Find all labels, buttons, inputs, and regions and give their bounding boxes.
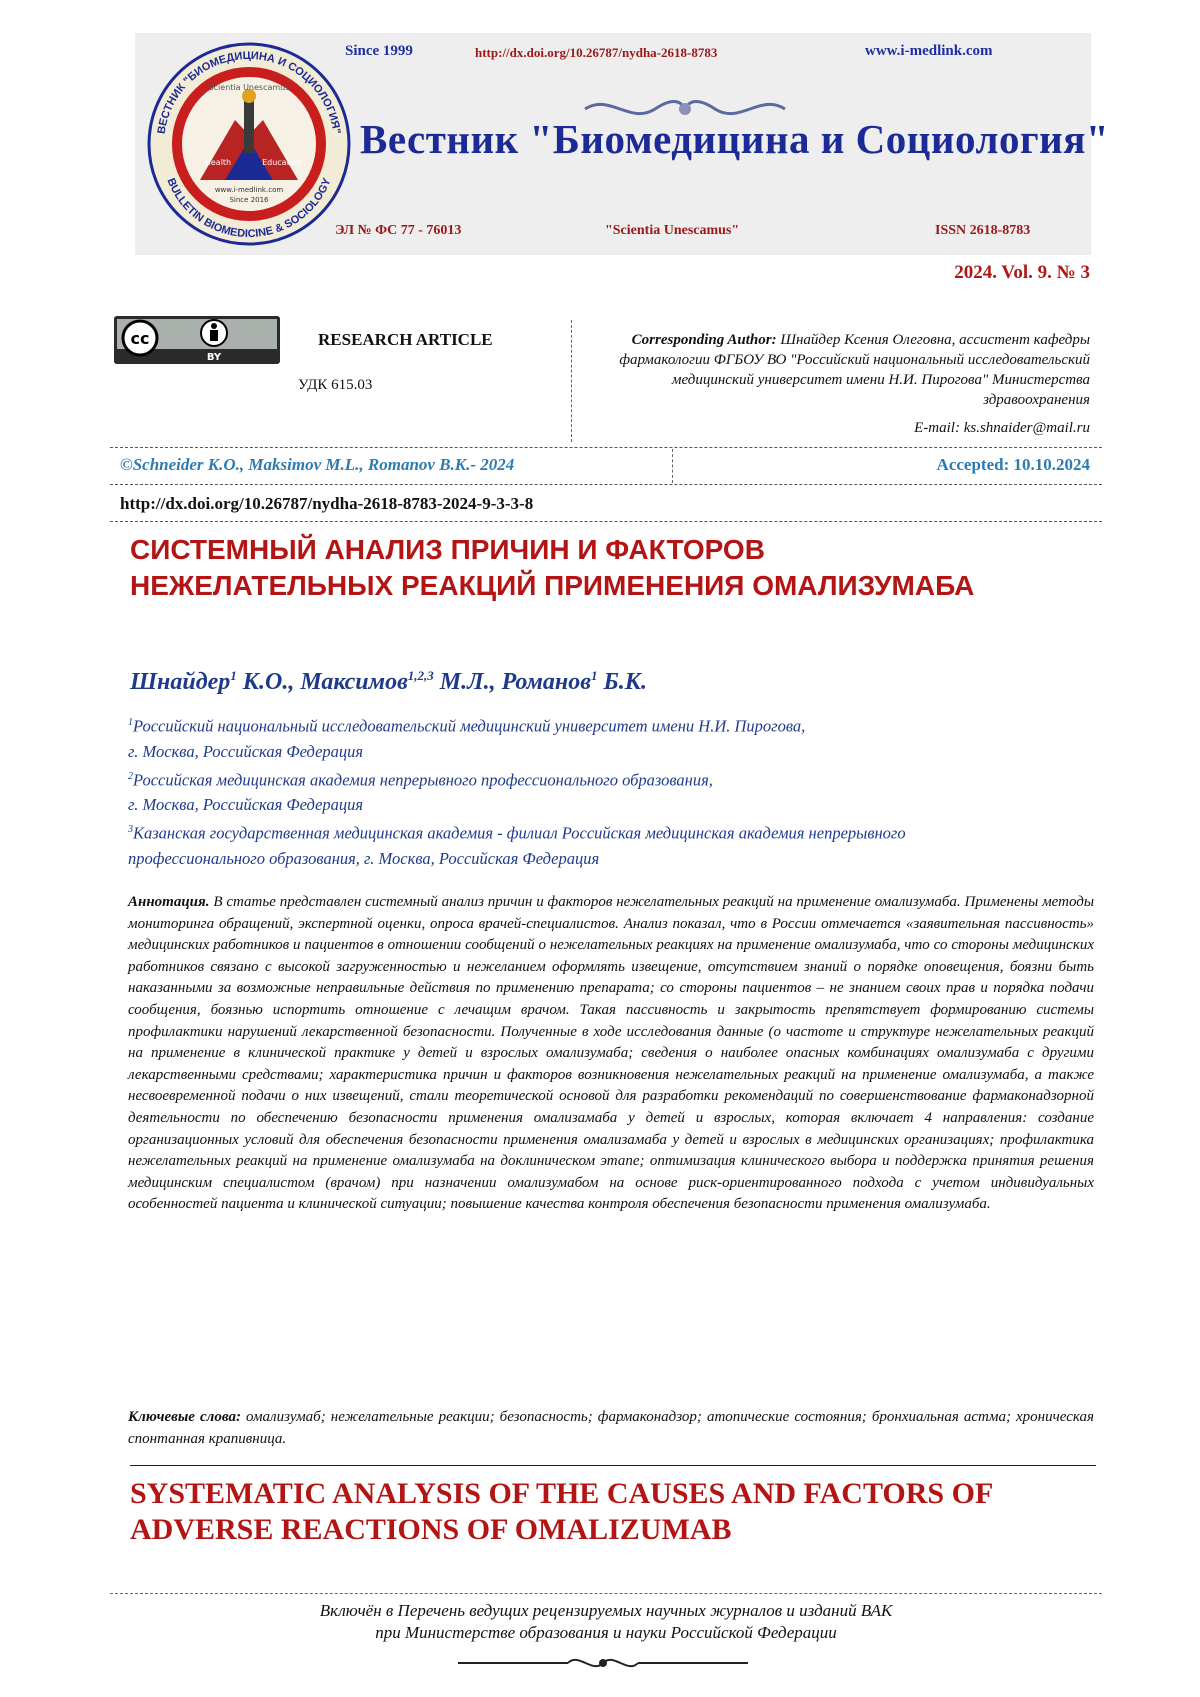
divider: [672, 449, 673, 483]
affiliation-number: 1: [128, 717, 133, 728]
corresponding-label: Corresponding Author:: [632, 332, 777, 348]
copyright: ©Schneider K.O., Maksimov M.L., Romanov B.K.- 2024: [120, 455, 514, 475]
logo-inner-motto: Scientia Unescamus: [209, 83, 290, 92]
banner-issn: ISSN 2618-8783: [935, 223, 1030, 239]
author-affiliation-ref: 1: [591, 668, 598, 683]
divider: [110, 521, 1102, 522]
issue-volume: 2024. Vol. 9. № 3: [954, 262, 1090, 284]
author-list: [130, 668, 647, 696]
banner-site-link[interactable]: www.i-medlink.com: [865, 43, 993, 60]
affiliations: [128, 710, 1098, 871]
udk-code: УДК 615.03: [298, 377, 372, 394]
affiliation-number: 2: [128, 771, 133, 782]
banner-doi-link[interactable]: http://dx.doi.org/10.26787/nydha-2618-8783: [475, 45, 717, 61]
keywords-text: омализумаб; нежелательные реакции; безопасность; фармаконадзор; атопические состояния; бронхиальная астма; хроническая спонтанная крапивница.: [128, 1409, 1094, 1447]
divider: [110, 484, 1102, 485]
divider: [110, 447, 1102, 448]
author-initials: М.Л.,: [440, 669, 496, 695]
banner-title: Вестник "Биомедицина и Социология": [360, 115, 1109, 163]
article-doi-link[interactable]: http://dx.doi.org/10.26787/nydha-2618-8783-2024-9-3-3-8: [120, 494, 533, 514]
logo-ring-top: ВЕСТНИК "БИОМЕДИЦИНА И СОЦИОЛОГИЯ": [156, 50, 343, 135]
article-title-en: SYSTEMATIC ANALYSIS OF THE CAUSES AND FACTORS OF ADVERSE REACTIONS OF OMALIZUMAB: [130, 1476, 1080, 1548]
author-initials: Б.К.: [603, 669, 647, 695]
abstract: [128, 892, 1094, 1216]
corresponding-text: Шнайдер Ксения Олеговна, ассистент кафедры фармакологии ФГБОУ ВО "Российский национальный исследовательский медицинский университет имени Н.И. Пирогова" Министерства здравоохранения: [619, 332, 1090, 408]
page-footer: [110, 1600, 1102, 1644]
affiliation-line: г. Москва, Российская Федерация: [128, 792, 1098, 817]
keywords-label: Ключевые слова:: [128, 1409, 241, 1425]
banner-registration: ЭЛ № ФС 77 - 76013: [335, 223, 461, 239]
author-email[interactable]: E-mail: ks.shnaider@mail.ru: [914, 420, 1090, 437]
cc-label: cc: [131, 329, 150, 348]
logo-site: www.i-medlink.com: [215, 186, 284, 194]
journal-logo-icon: [140, 40, 358, 248]
logo-ring-bottom: BULLETIN BIOMEDICINE & SOCIOLOGY: [164, 176, 333, 240]
author-name: Шнайдер: [130, 669, 230, 695]
abstract-text: В статье представлен системный анализ причин и факторов нежелательных реакций на применение омализумаба. Применены методы мониторинга обращений, экспертной оценки, опроса врачей-специалистов. Анализ показал, что в России отмечается «заявительная пассивность» медицинских работников и пациентов в отношении сообщений о нежелательных реакциях на применение омализумаба, что со стороны медицинских работников связано с высокой загруженностью и нежеланием оформлять извещение, отсутствием знаний о порядке оповещения, боязни быть наказанными за возможные неправильные действия по применению препарата; со стороны пациентов – не знанием своих прав и порядка подачи сообщения, боязнью испортить отношение с лечащим врачом. Такая пассивность и закрытость препятствует формированию системы профилактики нарушений лекарственной безопасности. Полученные в ходе исследования данные (о частоте и структуре нежелательных реакций на применение в клинической практике у детей и взрослых омализумаба; сведения о наиболее опасных комбинациях омализумаба с другими лекарственными средствами; характеристика причин и факторов возникновения нежелательных реакций на применение омализумаба, а также несвоевременной подачи о них извещений, стали теоретической основой для разработки рекомендаций по совершенствование фармаконадзорной деятельности по обеспечению безопасности применения омализамаба у детей и взрослых, которая включает 4 направления: создание организационных условий для обеспечения безопасности применения омализамаба у детей и взрослых в медицинских организациях; профилактика нежелательных реакций на применение омализумаба на доклиническом этапе; оптимизация клинического выбора и поддержка принятия решения медицинским специалистом (врачом) при назначении омализумабом на основе риск-ориентированного подхода с учетом индивидуальных особенностей пациента и клинической ситуации; повышение качества контроля обеспечения безопасности применения омализумаба.: [128, 894, 1094, 1212]
header-divider: [571, 320, 572, 442]
cc-by-license-icon[interactable]: [114, 316, 280, 364]
affiliation-line: Российская медицинская академия непрерывного профессионального образования,: [133, 770, 713, 789]
by-label: BY: [207, 352, 222, 363]
author-name: Романов: [502, 669, 591, 695]
logo-health: Health: [205, 158, 231, 167]
footer-line: Включён в Перечень ведущих рецензируемых научных журналов и изданий ВАК: [110, 1600, 1102, 1622]
author-initials: К.О.,: [243, 669, 295, 695]
logo-education: Education: [262, 158, 302, 167]
corresponding-author: [580, 330, 1090, 410]
keywords: [128, 1407, 1094, 1450]
affiliation-line: Казанская государственная медицинская академия - филиал Российская медицинская академия непрерывного: [133, 824, 906, 843]
accepted-date: Accepted: 10.10.2024: [937, 455, 1090, 475]
logo-since: Since 2016: [229, 196, 269, 204]
affiliation-line: Российский национальный исследовательский медицинский университет имени Н.И. Пирогова,: [133, 717, 805, 736]
affiliation: [128, 764, 1098, 793]
author-affiliation-ref: 1: [230, 668, 237, 683]
footer-line: при Министерстве образования и науки Российской Федерации: [110, 1622, 1102, 1644]
divider: [130, 1465, 1096, 1466]
banner-motto: "Scientia Unescamus": [605, 223, 739, 239]
affiliation-line: профессионального образования, г. Москва, Российская Федерация: [128, 846, 1098, 871]
affiliation: [128, 817, 1098, 846]
banner-since: Since 1999: [345, 43, 413, 60]
footer-ornament-icon: [458, 1650, 748, 1676]
article-type: RESEARCH ARTICLE: [318, 330, 493, 350]
footer-divider: [110, 1593, 1102, 1594]
affiliation-line: г. Москва, Российская Федерация: [128, 739, 1098, 764]
author-name: Максимов: [300, 669, 407, 695]
affiliation: [128, 710, 1098, 739]
author-affiliation-ref: 1,2,3: [408, 668, 434, 683]
abstract-label: Аннотация.: [128, 894, 210, 910]
affiliation-number: 3: [128, 824, 133, 835]
article-title-ru: СИСТЕМНЫЙ АНАЛИЗ ПРИЧИН И ФАКТОРОВ НЕЖЕЛАТЕЛЬНЫХ РЕАКЦИЙ ПРИМЕНЕНИЯ ОМАЛИЗУМАБА: [130, 532, 1030, 604]
